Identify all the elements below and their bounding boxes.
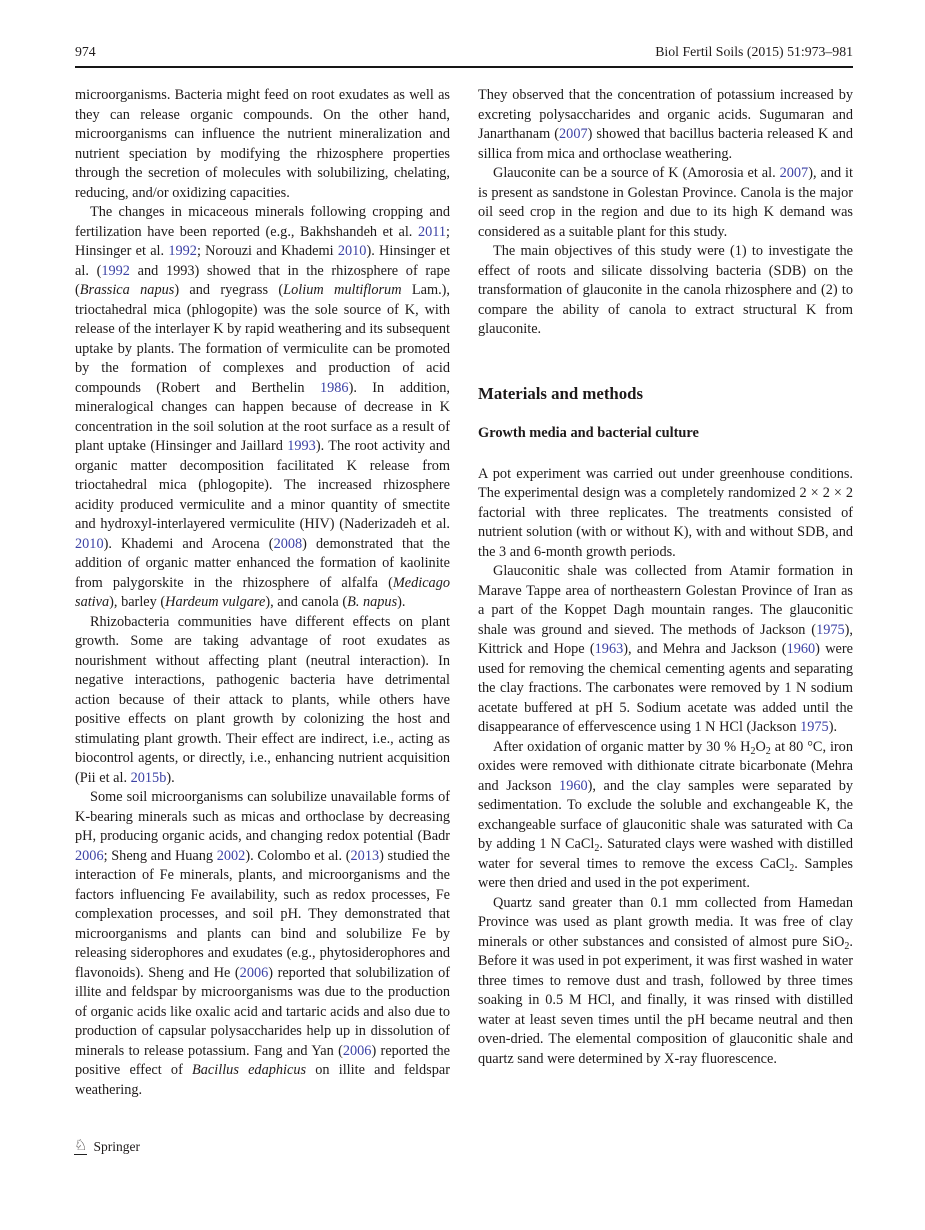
text-run: Rhizobacteria communities have different effects on plant growth. Some are taking advantage of root exudates as nourishment without affecting plant (neutral interaction). In negative interactions, pathogenic bacteria have detrimental action because of their attack to plants, while others have positive effects on plant growth by colonizing the host and stimulating plant growth. Their effect are indirect, i.e., acting as biocontrol agents, or directly, i.e., enhancing nutrient acquisition (Pii et al. [75,613,450,786]
text-run: O [755,738,766,755]
publisher-name: Springer [93,1138,140,1154]
subscript-text: 2 [765,745,771,757]
citation-link[interactable]: 1960 [559,777,588,794]
text-run: ), and Mehra and Jackson ( [623,641,787,657]
text-run: ) were used for removing the chemical cementing agents and separating the clay fractions. The carbonates were removed by 1 N sodium acetate buffered at pH 5. Sodium acetate was added until the disappearance of effervescence using 1 N HCl (Jackson [478,641,853,735]
text-run: and 1993) showed that in the rhizosphere of rape ( [75,262,450,298]
text-run: ). [397,594,406,610]
citation-link[interactable]: 1960 [786,641,816,657]
citation-link[interactable]: 1986 [319,379,349,396]
page-header [75,44,853,60]
text-run: ) reported the positive effect of [75,1042,450,1078]
citation-link[interactable]: 2015b [130,769,167,786]
text-run: ), and it is present as sandstone in Golestan Province. Canola is the major oil seed crop in the region and due to its high K demand was considered as a suitable plant for this study. [478,165,853,240]
text-run: Quartz sand greater than 0.1 mm collected from Hamedan Province was used as plant growth media. It was free of clay minerals or other substances and consisted of almost pure SiO [478,894,853,950]
text-run: ). Khademi and Arocena ( [103,535,274,552]
text-run: microorganisms. Bacteria might feed on root exudates as well as they can release organic compounds. On the other hand, microorganisms can influence the nutrient mineralization and nutrient speciation by modifying the rhizosphere properties through the secretion of molecules with solubilizing, chelating, reducing, and/or oxidizing capacities. [75,87,450,201]
citation-link[interactable]: 2010 [337,243,367,259]
right-column [478,86,853,1100]
text-run: ), barley ( [109,594,166,610]
text-run: ) studied the interaction of Fe minerals, plants, and microorganisms and the factors influencing Fe availability, such as redox processes, Fe complexation processes, and soil pH. They demonstrated that microorganisms and plants can bind and solubilize Fe by releasing siderophores and exudates (e.g., phytosiderophores and flavonoids). Sheng and He ( [75,847,450,981]
species-name: Lolium multiflorum [283,282,402,298]
text-run: The changes in micaceous minerals following cropping and fertilization have been reported (e.g., Bakhshandeh et al. [75,204,450,240]
citation-link[interactable]: 1992 [168,243,197,259]
citation-link[interactable]: 2010 [75,535,104,552]
text-run: ; Sheng and Huang [103,847,217,864]
paragraph [478,164,853,242]
text-run: ). In addition, mineralogical changes can happen because of decrease in K concentration in the soil solution at the root surface as a result of plant uptake (Hinsinger and Jaillard [75,379,451,454]
text-run: . Samples were then dried and used in the pot experiment. [478,855,853,891]
text-run: ), Kittrick and Hope ( [478,621,853,657]
paragraph [478,894,853,1070]
paragraph [478,242,853,340]
citation-link[interactable]: 1993 [287,438,316,454]
species-name: Hardeum vulgare [165,594,266,610]
text-run: The main objectives of this study were (1) to investigate the effect of roots and silicate dissolving bacteria (SDB) on the transformation of glauconite in the canola rhizosphere and (2) to compare the ability of canola to extract structural K from glauconite. [478,243,853,337]
text-run: ) and ryegrass ( [174,282,284,298]
springer-horse-logo-icon: ♘ [74,1136,88,1154]
paragraph [75,203,450,613]
text-run: ), and the clay samples were separated by sedimentation. To exclude the soluble and exchangeable K, the exchangeable surface of glauconitic shale was saturated with Ca by adding 1 N CaCl [478,777,853,852]
species-name: Bacillus edaphicus [192,1062,307,1078]
citation-link[interactable]: 2007 [559,126,588,142]
left-column [75,86,450,1100]
citation-link[interactable]: 2013 [350,847,380,864]
text-run: ). Colombo et al. ( [245,847,351,864]
subscript-text: 2 [594,843,600,855]
text-run: ; Norouzi and Khademi [196,243,338,259]
text-run: Glauconitic shale was collected from Atamir formation in Marave Tappe area of northeastern Golestan Province of Iran as a part of the Koppet Dagh mountain ranges. The glauconitic shale was ground and sieved. The methods of Jackson ( [478,563,853,638]
text-run: ), and canola ( [265,594,348,610]
paragraph [478,86,853,164]
text-run: They observed that the concentration of potassium increased by excreting polysaccharides and organic acids. Sugumaran and Janarthanam ( [478,87,853,142]
citation-link[interactable]: 1992 [101,262,130,279]
text-run: ). Hinsinger et al. ( [75,243,450,279]
page-footer [74,1138,140,1155]
text-run: Some soil microorganisms can solubilize unavailable forms of K-bearing minerals such as micas and orthoclase by decreasing pH, producing organic acids, and changing redox potential (Badr [75,789,450,844]
section-heading: Materials and methods [478,383,644,403]
citation-link[interactable]: 2006 [75,847,104,864]
citation-link[interactable]: 2002 [216,847,246,864]
text-run: ) demonstrated that the addition of organic matter enhanced the formation of kaolinite from palygorskite in the rhizosphere of alfalfa ( [75,535,450,591]
species-name: Medicago sativa [75,574,450,610]
text-run: ; Hinsinger et al. [75,223,450,259]
species-name: B. napus [347,594,398,610]
text-run: Glauconite can be a source of K (Amorosia et al. [493,165,780,181]
subscript-text: 2 [750,745,756,757]
paragraph [478,738,853,894]
text-run: . Before it was used in pot experiment, it was first washed in water three times to remove dust and trash, followed by three times soaking in 0.5 M HCl, and finally, it was rinsed with distilled water at least seven times until the pH became neutral and then oven-dried. The elemental composition of glauconitic shale and quartz sand were determined by X-ray fluorescence. [478,933,853,1067]
paragraph [75,613,450,789]
citation-link[interactable]: 2006 [342,1042,372,1059]
paragraph [75,788,450,1100]
header-rule [75,66,853,68]
text-run: ). The root activity and organic matter decomposition facilitated K release from trioctahedral mica (phlogopite). The increased rhizosphere acidity produced vermiculite and a minor quantity of smectite and hydroxyl-interlayered vermiculite (HIV) (Naderizadeh et al. [75,438,451,532]
article-body [75,86,853,1100]
paragraph [478,562,853,738]
text-run: ). [828,719,838,735]
text-run: on illite and feldspar weathering. [75,1062,450,1098]
paragraph [478,465,853,563]
text-run: After oxidation of organic matter by 30 % H [493,738,751,755]
text-run: . Saturated clays were washed with distilled water for several times to remove the excess CaCl [478,836,853,872]
citation-link[interactable]: 2007 [779,165,809,181]
citation-link[interactable]: 1963 [594,641,624,657]
citation-link[interactable]: 2006 [239,964,269,981]
journal-reference: Biol Fertil Soils (2015) 51:973–981 [655,44,853,59]
text-run: A pot experiment was carried out under greenhouse conditions. The experimental design was a completely randomized 2 × 2 × 2 factorial with three replicates. The treatments consisted of nutrient solution (with or without K), with and without SDB, and the 3 and 6-month growth periods. [478,465,853,560]
species-name: Brassica napus [79,282,175,298]
citation-link[interactable]: 1975 [800,719,829,735]
text-run: Lam.), trioctahedral mica (phlogopite) was the sole source of K, with release of the interlayer K by rapid weathering and its subsequent uptake by plants. The formation of vermiculite can be promoted by the formation of complexes and production of acid compounds (Robert and Berthelin [75,282,450,396]
paragraph [75,86,450,203]
text-run: ) showed that bacillus bacteria released K and sillica from mica and orthoclase weathering. [478,126,853,162]
subscript-text: 2 [844,940,850,952]
page-number: 974 [75,44,96,59]
citation-link[interactable]: 2011 [417,223,447,240]
text-run: ) reported that solubilization of illite and feldspar by microorganisms was due to the production of organic acids like oxalic acid and tartaric acids and also due to production of capsular polysaccharides help up in dissolution of minerals to release potassium. Fang and Yan ( [75,964,450,1059]
subsection-heading: Growth media and bacterial culture [478,424,699,441]
subscript-text: 2 [789,862,795,874]
text-run: ). [166,769,175,786]
citation-link[interactable]: 2008 [273,535,303,552]
citation-link[interactable]: 1975 [816,621,845,638]
text-run: at 80 °C, iron oxides were removed with dithionate citrate bicarbonate (Mehra and Jackson [478,738,853,794]
